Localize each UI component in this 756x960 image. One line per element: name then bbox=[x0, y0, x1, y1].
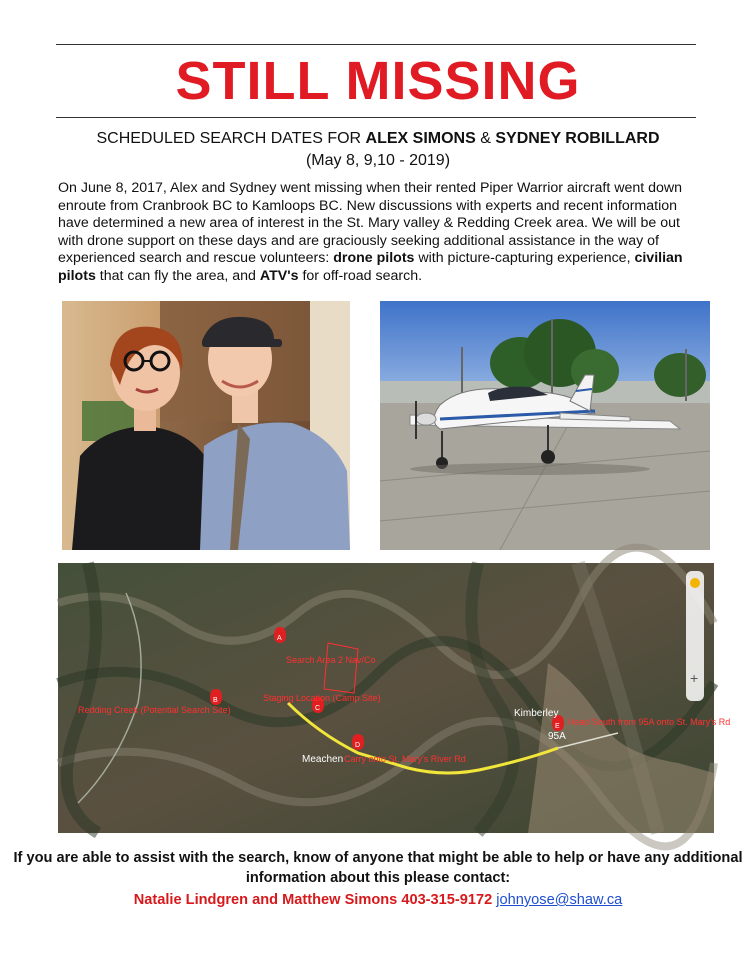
body-civilian-pilots: civilian pilots bbox=[58, 250, 683, 284]
body-text-2: with picture-capturing experience, bbox=[414, 250, 635, 267]
map-pin-c: C bbox=[315, 705, 321, 712]
body-drone-pilots: drone pilots bbox=[333, 250, 415, 267]
contact-line bbox=[0, 892, 756, 908]
map-label-road-95a: 95A bbox=[548, 731, 566, 742]
subhead-amp: & bbox=[475, 130, 496, 147]
map-label-redding-creek: Redding Creek (Potential Search Site) bbox=[78, 705, 231, 715]
map-label-meachen: Meachen bbox=[302, 754, 344, 765]
body-text-3: that can fly the area, and bbox=[95, 267, 260, 284]
map-pin-e: E bbox=[555, 723, 560, 730]
subhead-name-alex: ALEX SIMONS bbox=[365, 130, 476, 147]
subhead bbox=[0, 130, 756, 148]
map-pin-d: D bbox=[355, 742, 361, 749]
search-dates: (May 8, 9,10 - 2019) bbox=[305, 152, 451, 169]
contact-email-link[interactable]: johnyose@shaw.ca bbox=[496, 892, 623, 908]
photo-piper-aircraft bbox=[380, 301, 710, 550]
contact-question: If you are able to assist with the search, know of anyone that might be able to help or have any additional information about this please contact: bbox=[13, 850, 743, 886]
map-label-carry-onto: Carry onto St. Mary's River Rd bbox=[344, 754, 466, 764]
map-pin-b: B bbox=[213, 697, 218, 704]
search-area-map bbox=[58, 563, 731, 833]
photo-missing-people bbox=[62, 301, 350, 550]
subhead-prefix: SCHEDULED SEARCH DATES FOR bbox=[96, 130, 366, 147]
subhead-name-sydney: SYDNEY ROBILLARD bbox=[495, 130, 660, 147]
map-label-head-south: Head South from 95A onto St. Mary's Rd bbox=[568, 717, 731, 727]
bottom-rule bbox=[56, 117, 696, 118]
map-label-staging: Staging Location (Camp Site) bbox=[263, 693, 381, 703]
contact-names-phone: Natalie Lindgren and Matthew Simons 403-315-9172 bbox=[133, 892, 497, 908]
map-label-search-area: Search Area 2 Nav/Co bbox=[286, 655, 376, 665]
body-atvs: ATV's bbox=[259, 267, 299, 284]
map-label-kimberley: Kimberley bbox=[514, 708, 559, 719]
headline: STILL MISSING bbox=[175, 51, 581, 111]
map-pin-a: A bbox=[277, 635, 282, 642]
body-paragraph bbox=[58, 180, 708, 286]
svg-text:+: + bbox=[690, 670, 699, 686]
top-rule bbox=[56, 44, 696, 45]
body-text-1: On June 8, 2017, Alex and Sydney went missing when their rented Piper Warrior aircraft went down enroute from Cranbrook BC to Kamloops BC. New discussions with experts and recent information have determined a new area of interest in the St. Mary valley & Redding Creek area. We will be out with drone support on these days and are graciously seeking additional assistance in the way of experienced search and rescue volunteers: bbox=[58, 180, 683, 267]
body-text-4: for off-road search. bbox=[298, 267, 423, 284]
